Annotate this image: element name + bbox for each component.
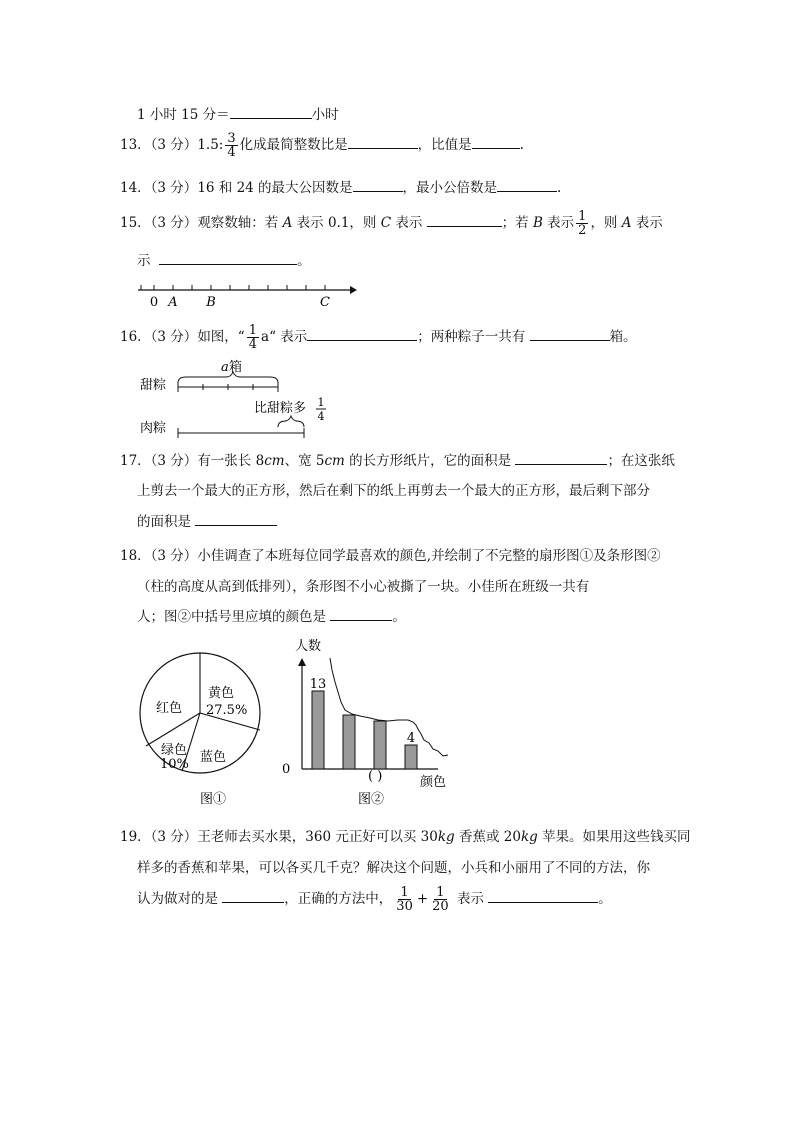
answer-blank[interactable] <box>230 104 312 119</box>
bar-0 <box>312 691 324 769</box>
more-label: 比甜粽多 <box>254 401 307 416</box>
answer-blank[interactable] <box>488 888 598 903</box>
pie-caption: 图① <box>200 792 227 807</box>
meat-label: 肉粽 <box>140 421 167 436</box>
question-19-line2: 样多的香蕉和苹果，可以各买几千克？解决这个问题，小兵和小丽用了不同的方法，你 <box>137 860 650 876</box>
pie-label-red: 红色 <box>156 701 183 716</box>
question-14: 14．（3 分）16 和 24 的最大公因数是 ，最小公倍数是 . <box>120 176 561 196</box>
tick-label-a: A <box>168 295 178 310</box>
pie-label-blue: 蓝色 <box>200 750 227 765</box>
pie-chart <box>130 640 270 810</box>
origin-label: 0 <box>282 762 291 777</box>
answer-blank[interactable] <box>497 177 557 192</box>
answer-blank[interactable] <box>427 212 502 227</box>
answer-blank[interactable] <box>353 177 403 192</box>
bar-chart <box>278 630 453 810</box>
answer-blank[interactable] <box>348 134 418 149</box>
question-19-line3: 认为做对的是 ，正确的方法中， $\frac{1}{30}$ + $\frac{1}{20}$ 表示 。 <box>137 885 612 914</box>
fraction: $\frac{1}{2}$ <box>578 209 587 238</box>
box-label: 箱 <box>229 360 243 375</box>
a-label: a <box>221 360 229 375</box>
question-15: 15．（3 分）观察数轴：若 A 表示 0.1，则 C 表示 ；若 B 表示 $\frac{1}{2}$ ，则 A 表示 <box>120 209 663 238</box>
tick-label-c: C <box>320 295 330 310</box>
answer-blank[interactable] <box>515 450 607 465</box>
svg-text:4: 4 <box>317 410 325 423</box>
tick-label-b: B <box>206 295 216 310</box>
bar-1 <box>343 715 355 769</box>
answer-blank[interactable] <box>530 326 610 341</box>
q12-continuation: 1 小时 15 分＝ 小时 <box>137 103 339 123</box>
answer-blank[interactable] <box>330 606 392 621</box>
question-18-line3: 人；图②中括号里应填的颜色是 。 <box>137 605 406 625</box>
answer-blank[interactable] <box>195 511 277 526</box>
pie-label-green: 绿色 <box>161 743 188 758</box>
pie-label-green-pct: 10% <box>160 757 189 772</box>
number-line <box>136 280 361 310</box>
sweet-label: 甜粽 <box>140 378 167 393</box>
x-axis-label: 颜色 <box>420 775 447 790</box>
pie-label-yellow-pct: 27.5% <box>206 703 248 718</box>
fraction: $\frac{1}{4}$ <box>248 323 257 352</box>
pie-label-yellow: 黄色 <box>208 686 235 701</box>
bar-2 <box>374 721 386 769</box>
bar-3 <box>405 745 417 769</box>
x-category-paren: ( ) <box>368 769 383 784</box>
fraction: $\frac{1}{30}$ <box>396 885 413 914</box>
answer-blank[interactable] <box>222 888 284 903</box>
question-16: 16．（3 分）如图，“ $\frac{1}{4}$ a“ 表示 ；两种粽子一共有 箱。 <box>120 323 637 352</box>
question-13: 13．（3 分）1.5: $\frac{3}{4}$ 化成最简整数比是 ，比值是 . <box>120 131 524 160</box>
question-15-line2: 示 。 <box>137 249 311 269</box>
fraction: $\frac{1}{20}$ <box>432 885 449 914</box>
answer-blank[interactable] <box>472 134 520 149</box>
y-axis-label: 人数 <box>295 639 322 654</box>
fraction: $\frac{3}{4}$ <box>227 131 236 160</box>
bar-caption: 图② <box>358 792 385 807</box>
answer-blank[interactable] <box>159 250 297 265</box>
tick-label-0: 0 <box>149 295 159 310</box>
bar-data-label-3: 4 <box>406 731 416 746</box>
zongzi-diagram <box>134 356 354 440</box>
bar-data-label-0: 13 <box>309 677 327 692</box>
question-19: 19．（3 分）王老师去买水果，360 元正好可以买 30kg 香蕉或 20kg 苹果。如果用这些钱买同 <box>120 829 691 845</box>
question-17-line2: 上剪去一个最大的正方形，然后在剩下的纸上再剪去一个最大的正方形，最后剩下部分 <box>137 483 650 499</box>
question-18: 18．（3 分）小佳调查了本班每位同学最喜欢的颜色,并绘制了不完整的扇形图①及条形图② <box>120 548 661 564</box>
y-axis-arrow <box>298 658 306 666</box>
question-17: 17．（3 分）有一张长 8cm、宽 5cm 的长方形纸片，它的面积是 ；在这张纸 <box>120 449 675 469</box>
question-17-line3: 的面积是 <box>137 510 277 530</box>
svg-text:1: 1 <box>317 396 325 409</box>
answer-blank[interactable] <box>307 326 417 341</box>
more-fraction <box>316 396 326 423</box>
question-18-line2: （柱的高度从高到低排列），条形图不小心被撕了一块。小佳所在班级一共有 <box>137 579 590 595</box>
